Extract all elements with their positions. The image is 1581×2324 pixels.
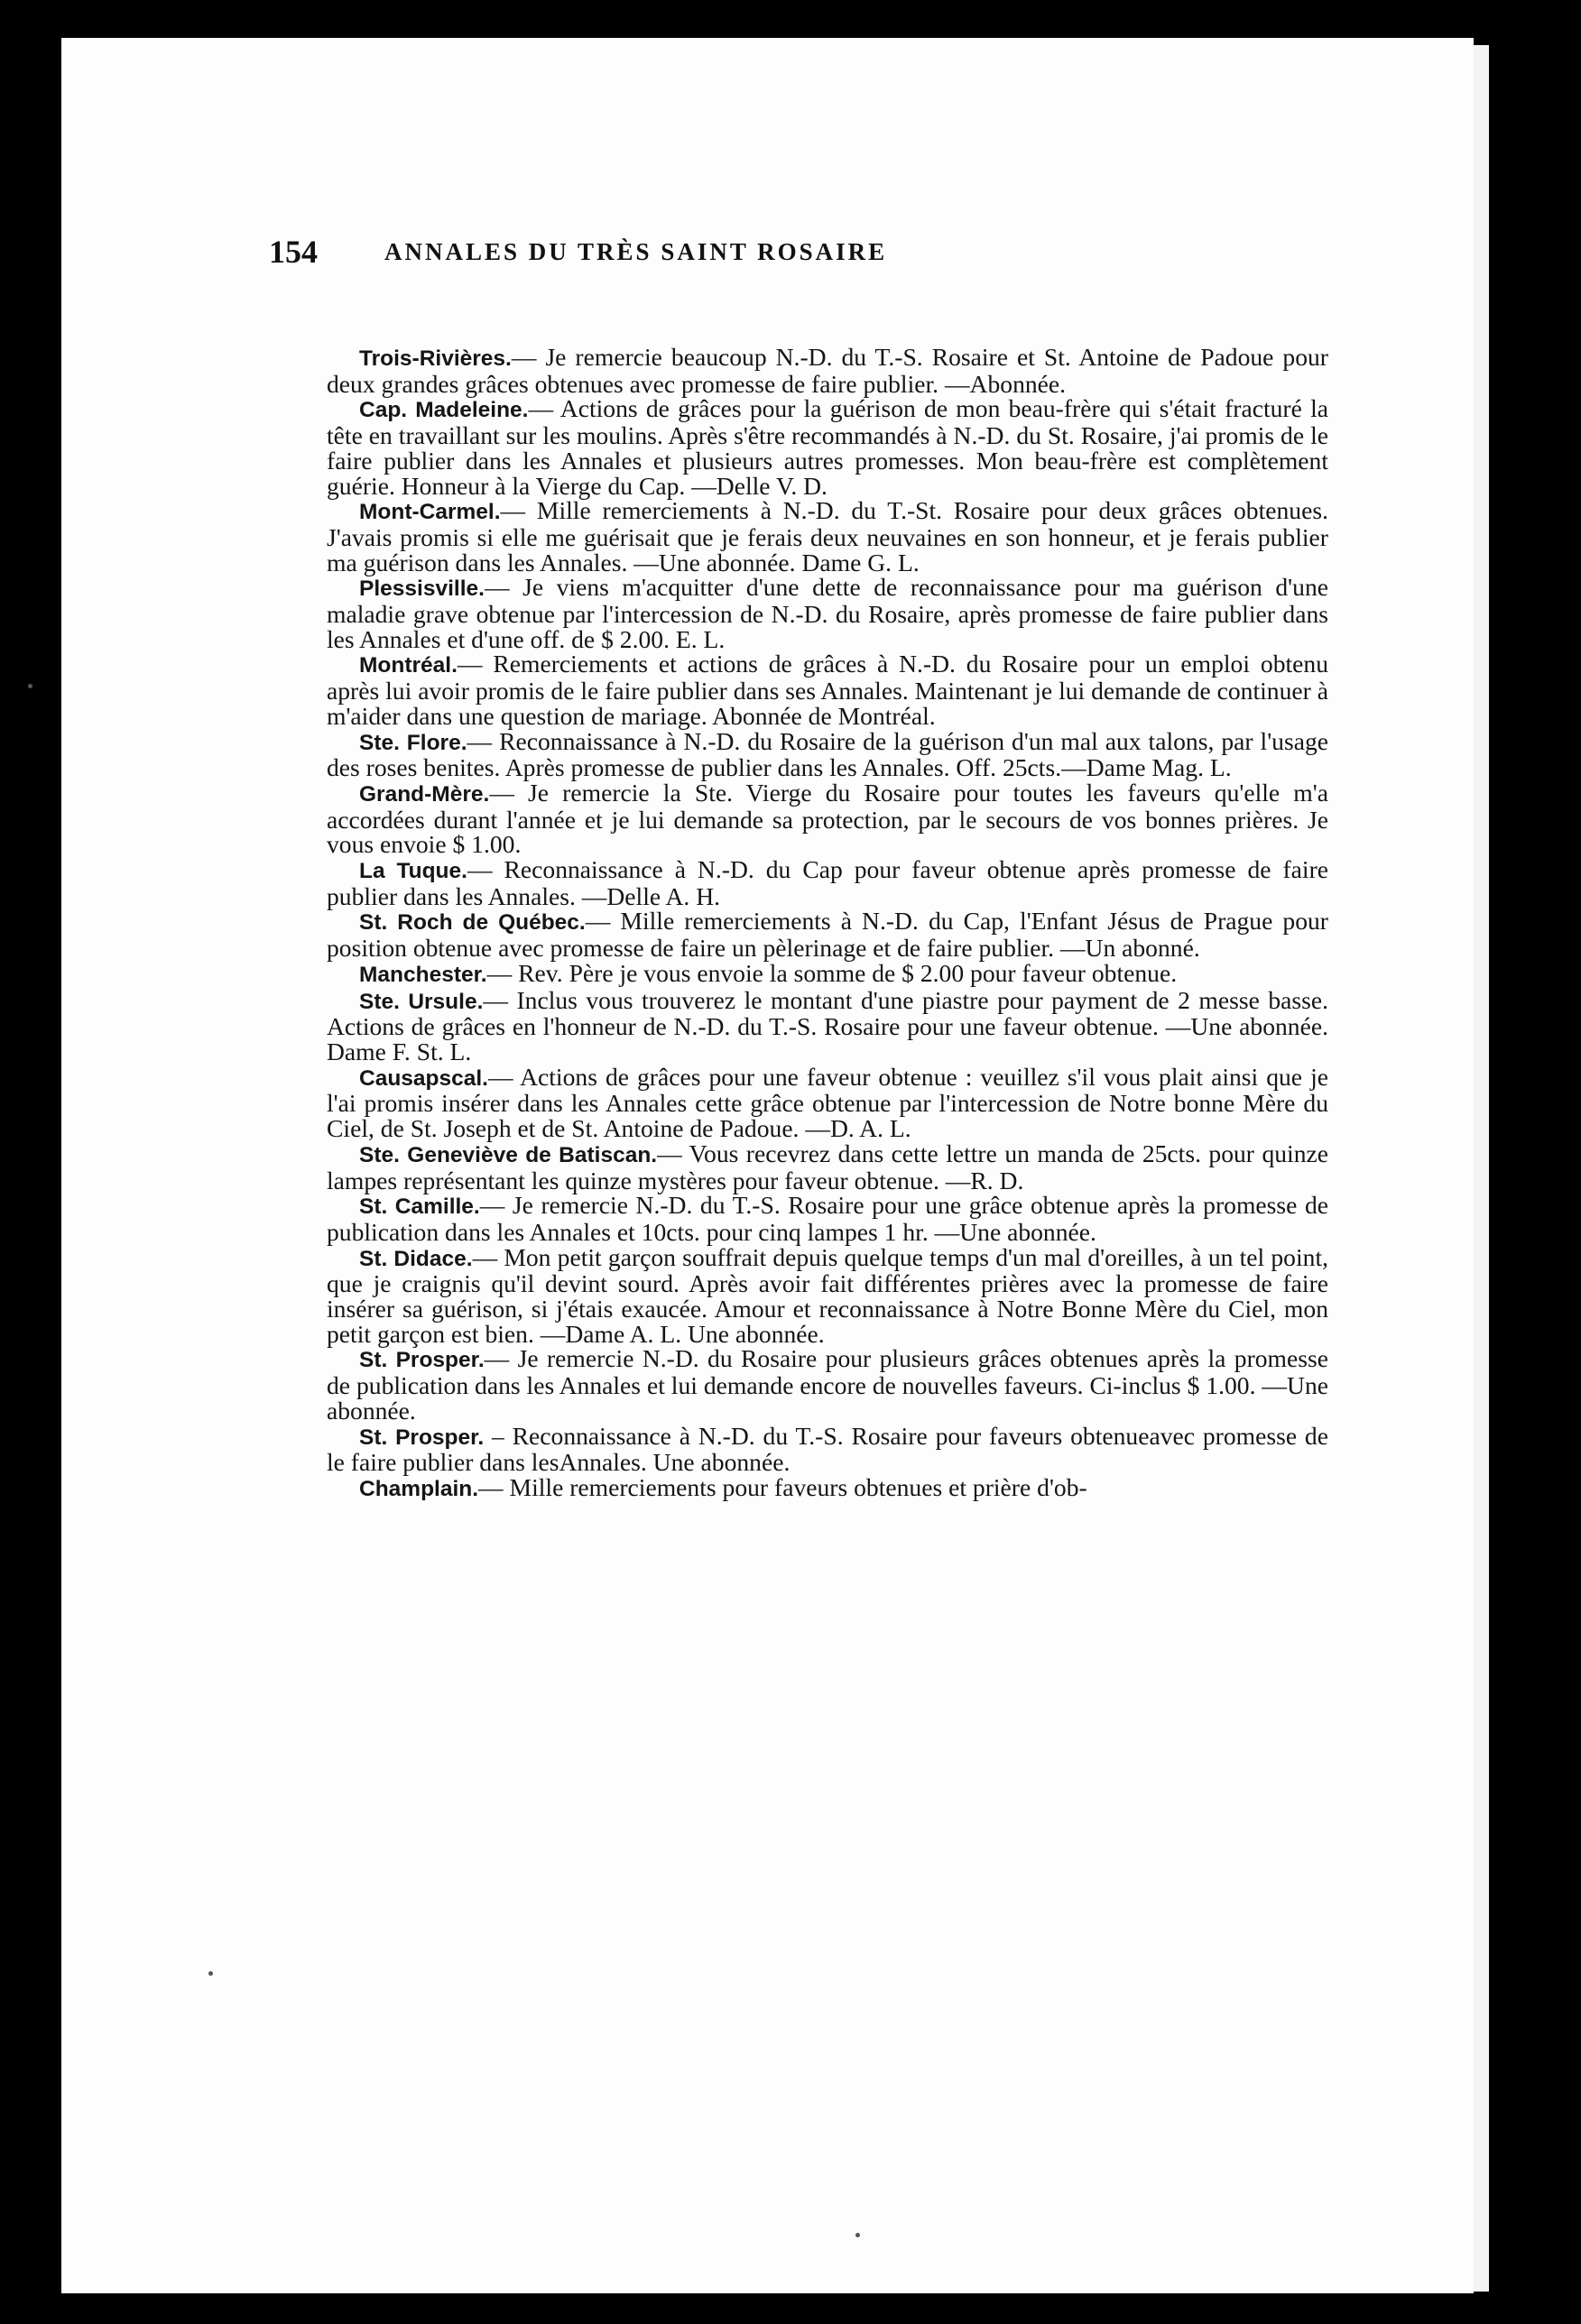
entry-text: — Reconnaissance à N.-D. du Rosaire de la guérison d'un mal aux talons, par l'usage des roses benites. Après promesse de publier dans les Annales. Off. 25cts.—Dame Mag. L. [327, 726, 1328, 782]
entry-text: — Actions de grâces pour la guérison de mon beau-frère qui s'était fracturé la tête en travaillant sur les moulins. Après s'être recommandés à N.-D. du St. Rosaire, j'ai promis de le faire publier dans les Annales et plusieurs autres promesses. Mon beau-frère est complètement guérie. Honneur à la Vierge du Cap. —Delle V. D. [327, 394, 1328, 500]
entry-paragraph [327, 1141, 1328, 1193]
entry-text: — Je remercie beaucoup N.-D. du T.-S. Rosaire et St. Antoine de Padoue pour deux grandes grâces obtenues avec promesse de faire publier. —Abonnée. [327, 343, 1328, 398]
entry-paragraph [327, 1472, 1328, 1502]
adjacent-page-edge [1473, 45, 1489, 2292]
entry-place: Trois-Rivières. [359, 346, 512, 371]
scan-speck [208, 1971, 213, 1976]
entry-paragraph [327, 1242, 1329, 1348]
entry-place: Ste. Geneviève de Batiscan. [359, 1142, 658, 1167]
entry-text: — Je viens m'acquitter d'une dette de reconnaissance pour ma guérison d'une maladie grave obtenue par l'intercession de N.-D. du Rosaire, après promesse de faire publier dans les Annales et d'une off. de $ 2.00. E. L. [327, 573, 1328, 653]
entry-text: — Reconnaissance à N.-D. du Cap pour faveur obtenue après promesse de faire publier dans les Annales. —Delle A. H. [327, 855, 1329, 910]
scan-speck [855, 2233, 860, 2237]
entry-text: — Vous recevrez dans cette lettre un manda de 25cts. pour quinze lampes représentant les quinze mystères pour faveur obtenue. —R. D. [327, 1139, 1328, 1194]
running-head: ANNALES DU TRÈS SAINT ROSAIRE [384, 238, 888, 265]
entry-place: Cap. Madeleine. [359, 398, 529, 423]
entry-text: — Je remercie la Ste. Vierge du Rosaire pour toutes les faveurs qu'elle m'a accordées durant l'année et je lui demande sa protection, par le secours de vos bonnes prières. Je vous envoie $ 1.00. [327, 778, 1328, 859]
entry-paragraph [327, 575, 1328, 651]
entry-paragraph [327, 857, 1328, 908]
entry-place: Ste. Flore. [359, 730, 467, 755]
entry-paragraph [327, 780, 1328, 857]
entry-paragraph [327, 345, 1328, 396]
entry-text: — Mille remerciements à N.-D. du T.-St. Rosaire pour deux grâces obtenues. J'avais promis si elle me guérisait que je ferais deux neuvaines en son honneur, et je ferais publier ma guérison dans les Annales. —Une abonnée. Dame G. L. [327, 496, 1328, 576]
entry-place: Ste. Ursule. [359, 989, 484, 1014]
entry-paragraph [327, 907, 1328, 963]
entry-place: St. Camille. [359, 1194, 480, 1220]
entry-text: — Actions de grâces pour une faveur obtenue : veuillez s'il vous plait ainsi que je l'ai promis insérer dans les Annales cette grâce obtenue par l'intercession de Notre bonne Mère du Ciel, de St. Joseph et de St. Antoine de Padoue. —D. A. L. [327, 1062, 1328, 1143]
entry-paragraph [327, 1193, 1328, 1244]
entry-place: Causapscal. [359, 1065, 488, 1091]
entry-paragraph [327, 651, 1328, 728]
entry-text: — Je remercie N.-D. du T.-S. Rosaire pour une grâce obtenue après la promesse de publication dans les Annales et 10cts. pour cinq lampes 1 hr. —Une abonnée. [327, 1191, 1328, 1246]
entry-text: – Reconnaissance à N.-D. du T.-S. Rosaire pour faveurs obtenueavec promesse de le faire publier dans lesAnnales. Une abonnée. [327, 1421, 1328, 1477]
entry-place: St. Didace. [359, 1246, 473, 1271]
thanksgiving-entries [327, 345, 1328, 1502]
entry-place: St. Prosper. [359, 1348, 485, 1373]
entry-place: Montréal. [359, 653, 458, 678]
entry-text: — Remerciements et actions de grâces à N.-D. du Rosaire pour un emploi obtenu après lui avoir promis de le faire publier dans ses Annales. Maintenant je lui demande de continuer à m'aider dans une question de mariage. Abonnée de Montréal. [327, 650, 1328, 730]
entry-place: La Tuque. [359, 859, 467, 884]
entry-place: Plessisville. [359, 576, 485, 602]
entry-paragraph [327, 498, 1328, 575]
entry-text: — Je remercie N.-D. du Rosaire pour plusieurs grâces obtenues après la promesse de publication dans les Annales et lui demande encore de nouvelles faveurs. Ci-inclus $ 1.00. —Une abonnée. [327, 1344, 1328, 1425]
entry-text: — Mon petit garçon souffrait depuis quelque temps d'un mal d'oreilles, à un tel point, que je craignis qu'il devint sourd. Après avoir fait différentes prières avec la promesse de faire insérer sa guérison, si j'étais exaucée. Amour et reconnaissance à Notre Bonne Mère du Ciel, mon petit garçon est bien. —Dame A. L. Une abonnée. [327, 1242, 1329, 1348]
entry-paragraph [327, 396, 1328, 498]
entry-paragraph [327, 958, 1328, 988]
entry-place: St. Roch de Québec. [359, 910, 586, 936]
scan-speck [28, 684, 32, 688]
entry-place: St. Prosper. [359, 1425, 485, 1450]
entry-paragraph [327, 1421, 1328, 1477]
entry-paragraph [327, 985, 1328, 1065]
entry-place: Champlain. [359, 1476, 479, 1501]
entry-text: — Mille remerciements à N.-D. du Cap, l'Enfant Jésus de Prague pour position obtenue avec promesse de faire un pèlerinage et de faire publier. —Un abonné. [327, 907, 1328, 963]
entry-paragraph [327, 1346, 1328, 1423]
entry-place: Grand-Mère. [359, 781, 490, 807]
entry-paragraph [327, 1062, 1328, 1143]
entry-paragraph [327, 726, 1328, 782]
page-number: 154 [269, 234, 318, 270]
entry-place: Mont-Carmel. [359, 500, 501, 525]
entry-place: Manchester. [359, 962, 487, 987]
entry-text: — Mille remerciements pour faveurs obtenues et prière d'ob- [478, 1472, 1087, 1501]
page-header [269, 233, 1171, 287]
entry-text: — Inclus vous trouverez le montant d'une piastre pour payment de 2 messe basse. Actions de grâces en l'honneur de N.-D. du T.-S. Rosaire pour une faveur obtenue. —Une abonnée. Dame F. St. L. [327, 985, 1328, 1065]
entry-text: — Rev. Père je vous envoie la somme de $ 2.00 pour faveur obtenue. [486, 958, 1178, 987]
